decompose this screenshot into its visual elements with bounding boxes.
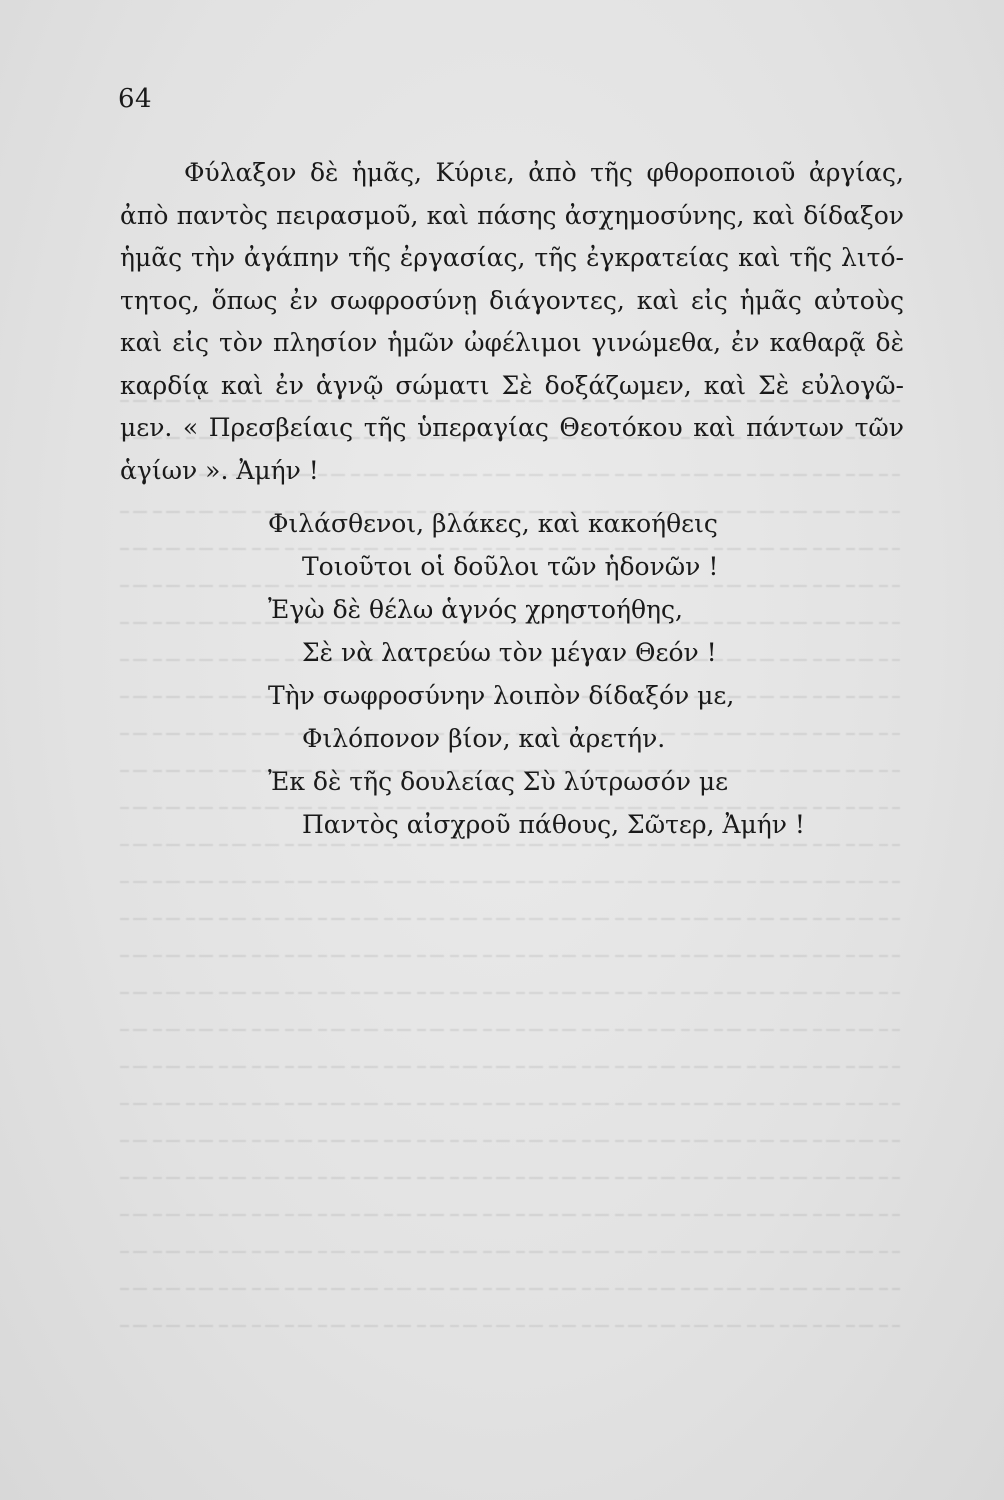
verse-line: Τὴν σωφροσύνην λοιπὸν δίδαξόν με, xyxy=(268,681,735,710)
verse-line: Φιλάσθενοι, βλάκες, καὶ κακοήθεις xyxy=(268,509,718,538)
verse-line: Ἐκ δὲ τῆς δουλείας Σὺ λύτρωσόν με xyxy=(268,767,729,796)
prayer-paragraph: Φύλαξον δὲ ἡμᾶς, Κύριε, ἀπὸ τῆς φθοροποιοῦ ἀργίας, ἀπὸ παντὸς πειρασμοῦ, καὶ πάσης ἀσχημοσύνης, καὶ δίδαξον ἡμᾶς τὴν ἀγάπην τῆς ἐργασίας, τῆς ἐγκρατείας καὶ τῆς λιτότητος, ὅπως ἐν σωφροσύνῃ διάγοντες, καὶ εἰς ἡμᾶς αὐτοὺς καὶ εἰς τὸν πλησίον ἡμῶν ὠφέλιμοι γινώμεθα, ἐν καθαρᾷ δὲ καρδίᾳ καὶ ἐν ἁγνῷ σώματι Σὲ δοξάζωμεν, καὶ Σὲ εὐλογῶμεν. « Πρεσβείαις τῆς ὑπεραγίας Θεοτόκου καὶ πάντων τῶν ἁγίων ». Ἀμήν ! xyxy=(120,158,904,485)
verse-line: Ἐγὼ δὲ θέλω ἁγνός χρηστοήθης, xyxy=(268,595,683,624)
verse-line: Τοιοῦτοι οἱ δοῦλοι τῶν ἡδονῶν ! xyxy=(302,552,719,581)
verse-stanza xyxy=(268,502,888,846)
verse-line: Σὲ νὰ λατρεύω τὸν μέγαν Θεόν ! xyxy=(302,638,717,667)
page-number: 64 xyxy=(118,84,153,114)
verse-line: Παντὸς αἰσχροῦ πάθους, Σῶτερ, Ἀμήν ! xyxy=(302,810,805,839)
verse-line: Φιλόπονον βίον, καὶ ἀρετήν. xyxy=(302,724,666,753)
